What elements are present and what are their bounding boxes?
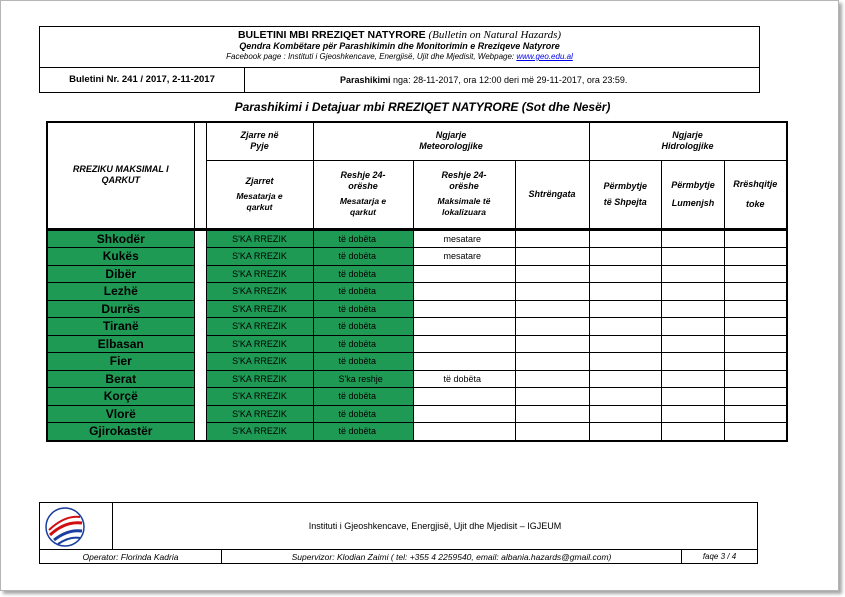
- region-name: Fier: [47, 353, 194, 371]
- rain-avg-note: Mesatarja e qarkut: [339, 196, 387, 217]
- region-name: Gjirokastër: [47, 423, 194, 441]
- river-flood-cell: [662, 405, 725, 423]
- gap-cell: [194, 335, 206, 353]
- region-name: Korçë: [47, 388, 194, 406]
- rain-avg-cell: të dobëta: [313, 229, 413, 248]
- rain-avg-label: Reshje 24-orëshe: [340, 170, 386, 191]
- gap-cell: [194, 388, 206, 406]
- fire-risk-cell: S'KA RREZIK: [206, 318, 313, 336]
- landslide-cell: [725, 265, 787, 283]
- footer-bottom: [40, 549, 757, 564]
- operator: Operator: Florinda Kadria: [40, 550, 222, 564]
- storm-cell: [515, 283, 589, 301]
- region-name: Durrës: [47, 300, 194, 318]
- flash-flood-cell: [589, 353, 662, 371]
- fire-risk-cell: S'KA RREZIK: [206, 370, 313, 388]
- flash-flood-cell: [589, 300, 662, 318]
- landslide-cell: [725, 388, 787, 406]
- fire-risk-cell: S'KA RREZIK: [206, 265, 313, 283]
- landslide-cell: [725, 318, 787, 336]
- fire-risk-cell: S'KA RREZIK: [206, 388, 313, 406]
- storm-cell: [515, 353, 589, 371]
- river-flood-cell: [662, 423, 725, 441]
- logo-cell: [40, 503, 113, 549]
- storm-cell: [515, 423, 589, 441]
- landslide-cell: [725, 248, 787, 266]
- table-body: [47, 229, 787, 441]
- flash-flood-cell: [589, 229, 662, 248]
- rain-max-cell: [413, 300, 515, 318]
- river-flood-cell: [662, 335, 725, 353]
- header-top: [40, 27, 759, 68]
- table-row: [47, 265, 787, 283]
- gap-cell: [194, 283, 206, 301]
- table-row: [47, 370, 787, 388]
- meteo-group-header: Ngjarje Meteorologjike: [313, 122, 589, 160]
- storm-cell: [515, 388, 589, 406]
- fire-risk-cell: S'KA RREZIK: [206, 248, 313, 266]
- flash-flood-cell: [589, 370, 662, 388]
- river-flood-subheader: Përmbytje Lumenjsh: [662, 160, 725, 229]
- section-title: Parashikimi i Detajuar mbi RREZIQET NATYRORE (Sot dhe Nesër): [234, 100, 611, 114]
- facebook-text: Facebook page : Instituti i Gjeoshkencave, Energjisë, Ujit dhe Mjedisit, Webpage:: [226, 52, 515, 61]
- table-row: [47, 318, 787, 336]
- fire-risk-cell: S'KA RREZIK: [206, 423, 313, 441]
- rain-avg-cell: të dobëta: [313, 423, 413, 441]
- landslide-cell: [725, 335, 787, 353]
- rain-max-cell: mesatare: [413, 229, 515, 248]
- region-name: Dibër: [47, 265, 194, 283]
- rain-avg-cell: të dobëta: [313, 265, 413, 283]
- rain-max-cell: [413, 283, 515, 301]
- gap-cell: [194, 300, 206, 318]
- facebook-line: [40, 52, 759, 62]
- forecast-period-text: nga: 28-11-2017, ora 12:00 deri më 29-11-2017, ora 23:59.: [393, 75, 628, 85]
- storm-cell: [515, 318, 589, 336]
- bulletin-title: [40, 29, 759, 41]
- flash-flood-cell: [589, 335, 662, 353]
- river-flood-cell: [662, 265, 725, 283]
- hazard-table: [46, 121, 788, 442]
- region-name: Lezhë: [47, 283, 194, 301]
- institute-name: Instituti i Gjeoshkencave, Energjisë, Ujit dhe Mjedisit – IGJEUM: [308, 521, 562, 531]
- rain-max-subheader: [413, 160, 515, 229]
- landslide-subheader: Rrëshqitje toke: [725, 160, 787, 229]
- supervisor: Supervizor: Klodian Zaimi ( tel: +355 4 2259540, email: albania.hazards@gmail.com): [222, 550, 682, 564]
- igjeum-logo: [40, 503, 113, 549]
- table-row: [47, 405, 787, 423]
- river-flood-cell: [662, 283, 725, 301]
- fire-risk-cell: S'KA RREZIK: [206, 353, 313, 371]
- table-row: [47, 423, 787, 441]
- storm-cell: [515, 405, 589, 423]
- fire-risk-cell: S'KA RREZIK: [206, 405, 313, 423]
- fires-group-header: Zjarre në Pyje: [206, 122, 313, 160]
- flash-flood-cell: [589, 318, 662, 336]
- title-english: (Bulletin on Natural Hazards): [428, 29, 562, 41]
- landslide-cell: [725, 283, 787, 301]
- river-flood-cell: [662, 248, 725, 266]
- storm-cell: [515, 229, 589, 248]
- region-name: Kukës: [47, 248, 194, 266]
- river-flood-cell: [662, 229, 725, 248]
- rain-max-cell: [413, 353, 515, 371]
- gap-cell: [194, 265, 206, 283]
- flash-flood-cell: [589, 248, 662, 266]
- flash-flood-subheader: Përmbytje të Shpejta: [589, 160, 662, 229]
- flash-flood-cell: [589, 388, 662, 406]
- bulletin-header: [39, 26, 760, 93]
- region-name: Berat: [47, 370, 194, 388]
- table-row: [47, 300, 787, 318]
- fires-subheader: [206, 160, 313, 229]
- bulletin-number: Buletini Nr. 241 / 2017, 2-11-2017: [40, 68, 245, 92]
- river-flood-cell: [662, 370, 725, 388]
- fire-risk-cell: S'KA RREZIK: [206, 335, 313, 353]
- rain-avg-cell: S'ka reshje: [313, 370, 413, 388]
- forecast-label: Parashikimi: [340, 75, 391, 85]
- fire-risk-cell: S'KA RREZIK: [206, 229, 313, 248]
- hydro-group-header: Ngjarje Hidrologjike: [589, 122, 787, 160]
- river-flood-cell: [662, 353, 725, 371]
- gap-cell: [194, 405, 206, 423]
- fire-risk-cell: S'KA RREZIK: [206, 300, 313, 318]
- gap-cell: [194, 370, 206, 388]
- landslide-cell: [725, 300, 787, 318]
- rain-max-cell: [413, 318, 515, 336]
- rain-max-cell: [413, 335, 515, 353]
- storm-cell: [515, 248, 589, 266]
- rain-avg-subheader: [313, 160, 413, 229]
- fires-note: Mesatarja e qarkut: [236, 190, 283, 212]
- rain-max-cell: [413, 423, 515, 441]
- footer: [39, 502, 758, 564]
- gap-column: [194, 122, 206, 229]
- storm-cell: [515, 370, 589, 388]
- storm-subheader: Shtrëngata: [515, 160, 589, 229]
- fire-risk-cell: S'KA RREZIK: [206, 283, 313, 301]
- rain-max-cell: [413, 265, 515, 283]
- region-name: Vlorë: [47, 405, 194, 423]
- rain-max-note: Maksimale të lokalizuara: [437, 196, 491, 217]
- storm-cell: [515, 300, 589, 318]
- bulletin-subtitle: Qendra Kombëtare për Parashikimin dhe Monitorimin e Rreziqeve Natyrore: [239, 41, 560, 51]
- flash-flood-cell: [589, 265, 662, 283]
- landslide-cell: [725, 353, 787, 371]
- storm-cell: [515, 265, 589, 283]
- flash-flood-cell: [589, 283, 662, 301]
- gap-cell: [194, 248, 206, 266]
- flash-flood-cell: [589, 423, 662, 441]
- rain-avg-cell: të dobëta: [313, 248, 413, 266]
- fires-label: Zjarret: [245, 175, 274, 186]
- table-row: [47, 283, 787, 301]
- rain-avg-cell: të dobëta: [313, 300, 413, 318]
- rain-max-cell: të dobëta: [413, 370, 515, 388]
- gap-cell: [194, 353, 206, 371]
- header-bottom: [40, 68, 759, 92]
- rain-avg-cell: të dobëta: [313, 405, 413, 423]
- table-row: [47, 229, 787, 248]
- landslide-cell: [725, 423, 787, 441]
- landslide-cell: [725, 229, 787, 248]
- gap-cell: [194, 318, 206, 336]
- page-number: faqe 3 / 4: [702, 552, 737, 561]
- rain-avg-cell: të dobëta: [313, 318, 413, 336]
- river-flood-cell: [662, 300, 725, 318]
- table-row: [47, 353, 787, 371]
- rain-max-cell: mesatare: [413, 248, 515, 266]
- rain-avg-cell: të dobëta: [313, 335, 413, 353]
- rain-avg-cell: të dobëta: [313, 388, 413, 406]
- rain-avg-cell: të dobëta: [313, 353, 413, 371]
- landslide-cell: [725, 370, 787, 388]
- region-column-header: RREZIKU MAKSIMAL I QARKUT: [47, 122, 194, 229]
- landslide-cell: [725, 405, 787, 423]
- river-flood-cell: [662, 318, 725, 336]
- region-name: Elbasan: [47, 335, 194, 353]
- flash-flood-cell: [589, 405, 662, 423]
- table-row: [47, 335, 787, 353]
- region-name: Tiranë: [47, 318, 194, 336]
- gap-cell: [194, 229, 206, 248]
- gap-cell: [194, 423, 206, 441]
- table-row: [47, 248, 787, 266]
- river-flood-cell: [662, 388, 725, 406]
- rain-max-label: Reshje 24-orëshe: [441, 170, 487, 191]
- title-text: BULETINI MBI RREZIQET NATYRORE: [237, 29, 426, 41]
- website-link[interactable]: www.geo.edu.al: [516, 52, 573, 61]
- table-row: [47, 388, 787, 406]
- region-name: Shkodër: [47, 229, 194, 248]
- forecast-period: [340, 68, 627, 92]
- storm-cell: [515, 335, 589, 353]
- rain-avg-cell: të dobëta: [313, 283, 413, 301]
- rain-max-cell: [413, 405, 515, 423]
- rain-max-cell: [413, 388, 515, 406]
